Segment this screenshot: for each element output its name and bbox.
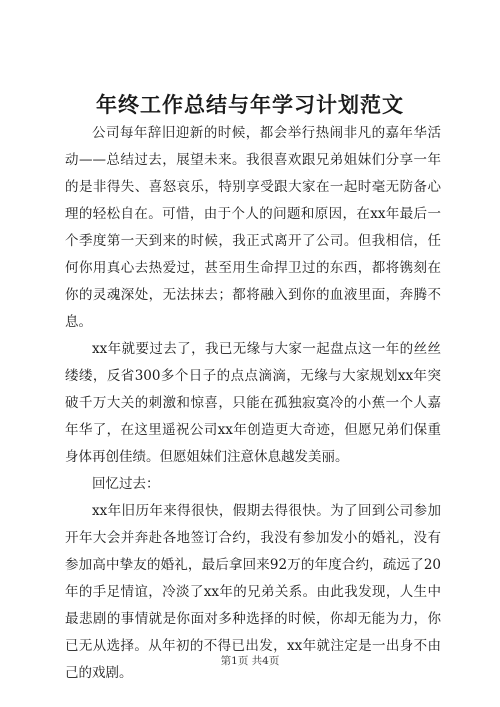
document-body: [65, 120, 441, 687]
paragraph-1: 公司每年辞旧迎新的时候，都会举行热闹非凡的嘉年华活动——总结过去，展望未来。我很喜欢跟兄弟姐妹们分享一年的是非得失、喜怒哀乐，特别享受跟大家在一起时毫无防备心理的轻松自在。可惜，由于个人的问题和原因，在xx年最后一个季度第一天到来的时候，我正式离开了公司。但我相信，任何你用真心去热爱过，甚至用生命捍卫过的东西，都将镌刻在你的灵魂深处，无法抹去；都将融入到你的血液里面，奔腾不息。: [65, 125, 441, 330]
paragraph-heading-recall: 回忆过去：: [92, 476, 160, 492]
paragraph-2: xx年就要过去了，我已无缘与大家一起盘点这一年的丝丝缕缕，反省300多个日子的点点滴滴，无缘与大家规划xx年突破千万大关的刺激和惊喜，只能在孤独寂寞冷的小蕉一个人嘉年华了，在这里遥祝公司xx年创造更大奇迹，但愿兄弟们保重身体再创佳绩。但愿姐妹们注意休息越发美丽。: [65, 341, 441, 465]
paragraph-3: xx年旧历年来得很快，假期去得很快。为了回到公司参加开年大会并奔赴各地签订合约，我没有参加发小的婚礼，没有参加高中挚友的婚礼，最后拿回来92万的年度合约，疏远了20年的手足情谊，冷淡了xx年的兄弟关系。由此我发现，人生中最悲剧的事情就是你面对多种选择的时候，你却无能为力，你已无从选择。从年初的不得已出发，xx年就注定是一出身不由己的戏剧。: [65, 503, 441, 681]
document-title: 年终工作总结与年学习计划范文: [96, 92, 404, 117]
page-footer: 第1页 共4页: [220, 655, 280, 667]
